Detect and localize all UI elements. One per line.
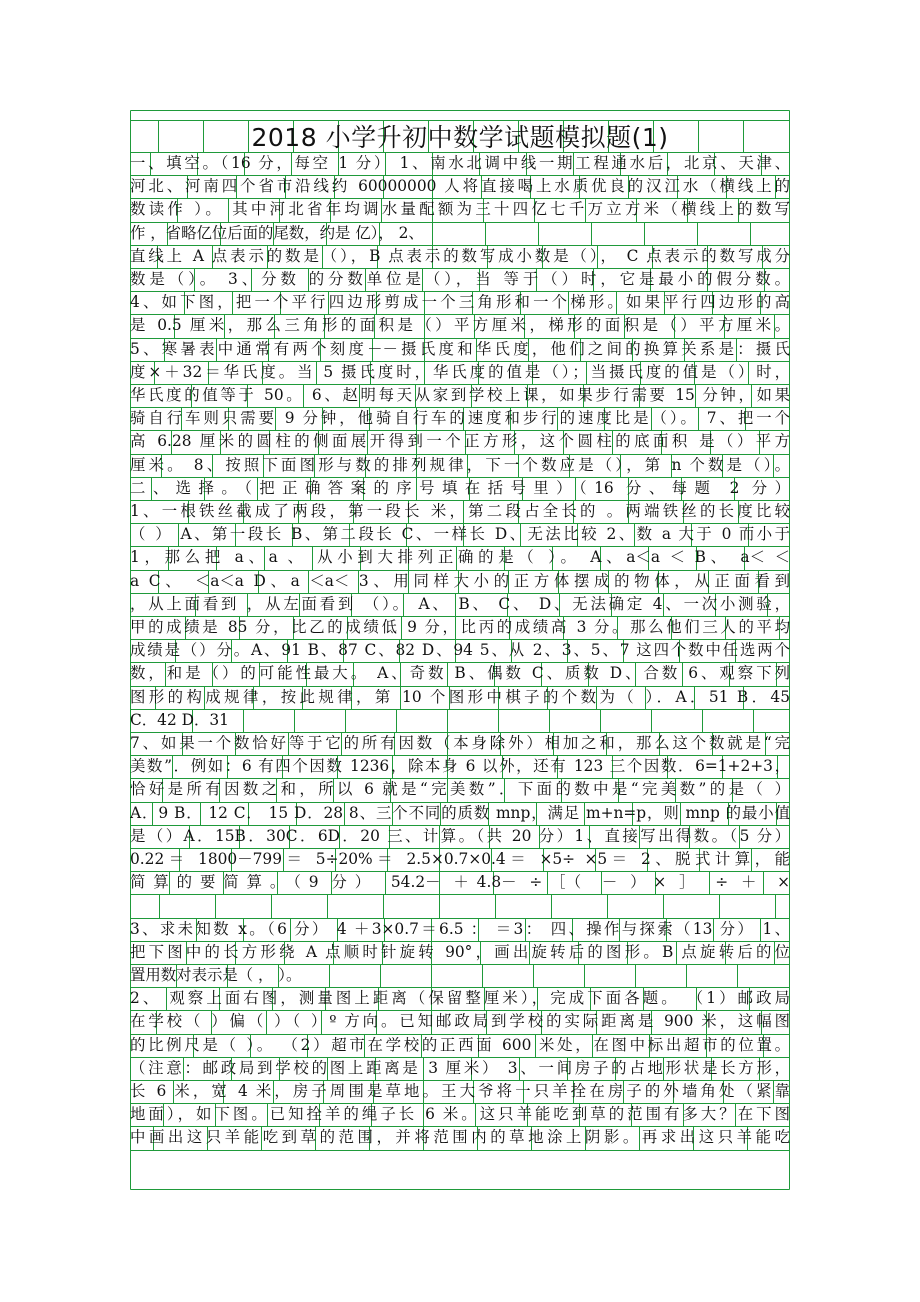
text-line: 在学校（ ）偏（ ）（ ）º 方向。已知邮政局到学校的实际距离是 900 米，这幅图: [130, 1012, 790, 1031]
text-line: 高 6.28 厘米的圆柱的侧面展开得到一个正方形，这个圆柱的底面积 是（）平方: [130, 432, 790, 451]
text-line: 把下图中的长方形绕 A 点顺时针旋转 90°，画出旋转后的图形。B 点旋转后的位: [130, 942, 790, 961]
exam-sheet: [130, 110, 790, 1190]
text-line: 1，那么把 a、a 、 从小到大排列正确的是（ ）。 A、a＜a ＜ B、 a＜ ＜: [130, 548, 790, 567]
text-line: 2、 观察上面右图，测量图上距离（保留整厘米），完成下面各题。 （1）邮政局: [130, 989, 790, 1008]
text-line: 美数”．例如：6 有四个因数 1236，除本身 6 以外，还有 123 三个因数．6=1+2+3，: [130, 757, 790, 776]
text-line: （注意：邮政局到学校的图上距离是 3 厘米） 3、一间房子的占地形状是长方形，: [130, 1058, 790, 1077]
text-line: 置用数对表示是（ ， ）。: [130, 966, 302, 984]
text-line: ，从上面看到 ，从左面看到 （）。 A、 B、 C、 D、无法确定 4、一次小测验，: [130, 594, 790, 613]
text-line: 二、选择。（把正确答案的序号填在括号里）（16 分、每题 2 分）: [130, 478, 790, 497]
text-line: 作 ，省略亿位后面的尾数，约是 亿）， 2、: [130, 223, 424, 242]
text-line: 华氏度的值等于 50。 6、赵明每天从家到学校上课，如果步行需要 15 分钟，如果: [130, 386, 790, 404]
text-line: A．9 B． 12 C． 15 D．28 8、三个不同的质数 mnp，满足 m+n=p，则 mnp 的最小值: [130, 803, 790, 822]
text-line: 图形的构成规律，按此规律，第 10 个图形中棋子的个数为（ ）．A．51 B．45: [130, 687, 790, 706]
text-line: 数读作 ）。 其中河北省年均调水量配额为三十四亿七千万立方米（横线上的数写: [130, 200, 790, 219]
text-line: 甲的成绩是 85 分，比乙的成绩低 9 分，比丙的成绩高 3 分。那么他们三人的平均: [130, 618, 790, 636]
text-line: （ ） A、第一段长 B、第二段长 C、一样长 D、无法比较 2、数 a 大于 0 而小于: [130, 525, 790, 544]
text-line: a C、 ＜a＜a D、a ＜a＜ 3、用同样大小的正方体摆成的物体，从正面看到: [130, 571, 790, 590]
text-line: 河北、河南四个省市沿线约 60000000 人将直接喝上水质优良的汉江水（横线上的: [130, 177, 790, 196]
text-line: 4、如下图，把一个平行四边形剪成一个三角形和一个梯形。如果平行四边形的高: [130, 293, 790, 312]
text-line: 是（）A．15B．30C．6D．20 三、计算。（共 20 分）1、直接写出得数。（5 分）: [130, 826, 790, 845]
page-title: 2018 小学升初中数学试题模拟题(1): [251, 123, 669, 152]
text-line: 中画出这只羊能吃到草的范围，并将范围内的草地涂上阴影。再求出这只羊能吃: [130, 1128, 790, 1147]
text-line: 地面），如下图。已知拴羊的绳子长 6 米。这只羊能吃到草的范围有多大？在下图: [130, 1105, 790, 1124]
text-line: 3、求未知数 x。（6 分） 4 ＋3×0.7＝6.5 ： ＝3： 四、操作与探索（13 分） 1、: [130, 919, 790, 938]
text-line: 是 0.5 厘米，那么三角形的面积是（）平方厘米，梯形的面积是（）平方厘米。: [130, 316, 790, 335]
text-line: 简算的要简算。（9 分） 54.2－ ＋4.8－ ÷［（ － ）× ］ ÷ ＋ ×: [130, 873, 790, 892]
text-line: 的比例尺是（ ）。 （2）超市在学校的正西面 600 米处，在图中标出超市的位置。: [130, 1035, 790, 1054]
text-line: 5、寒暑表中通常有两个刻度－－摄氏度和华氏度，他们之间的换算关系是：摄氏: [130, 339, 790, 358]
text-line: 1、一根铁丝截成了两段，第一段长 米，第二段占全长的 。两端铁丝的长度比较: [130, 502, 790, 520]
text-line: 直线上 A 点表示的数是（），B 点表示的数写成小数是（）， C 点表示的数写成分: [130, 246, 790, 265]
text-line: 骑自行车则只需要 9 分钟，他骑自行车的速度和步行的速度比是（）。 7、把一个: [130, 409, 790, 428]
text-line: 数，和是（）的可能性最大。 A、奇数 B、偶数 C、质数 D、合数 6、观察下列: [130, 664, 790, 683]
text-line: 0.22＝ 1800－799＝ 5÷20%＝ 2.5×0.7×0.4＝ ×5÷ ×5＝ 2、脱式计算，能: [130, 850, 790, 868]
text-line: C．42 D．31: [130, 710, 229, 729]
text-line: 长 6 米，宽 4 米，房子周围是草地。王大爷将一只羊拴在房子的外墙角处（紧靠: [130, 1082, 790, 1100]
text-line: 恰好是所有因数之和，所以 6 就是“完美数”．下面的数中是“完美数”的是（ ）: [130, 780, 790, 799]
text-line: 成绩是（）分。A、91 B、87 C、82 D、94 5、从 2、3、5、7 这四个数中任选两个: [130, 641, 790, 660]
text-line: 一、填空。（16 分，每空 1 分） 1、南水北调中线一期工程通水后，北京、天津、: [130, 154, 790, 172]
text-line: 7、如果一个数恰好等于它的所有因数（本身除外）相加之和，那么这个数就是“完: [130, 734, 790, 752]
text-line: [130, 894, 790, 917]
text-line: 度×＋32＝华氏度。当 5 摄氏度时，华氏度的值是（）；当摄氏度的值是（）时，: [130, 362, 790, 381]
text-line: 数是（）。 3、分数 的分数单位是（），当 等于（）时，它是最小的假分数。: [130, 270, 790, 288]
text-line: 厘米。 8、按照下面图形与数的排列规律，下一个数应是（），第 n 个数是（）。: [130, 455, 790, 474]
